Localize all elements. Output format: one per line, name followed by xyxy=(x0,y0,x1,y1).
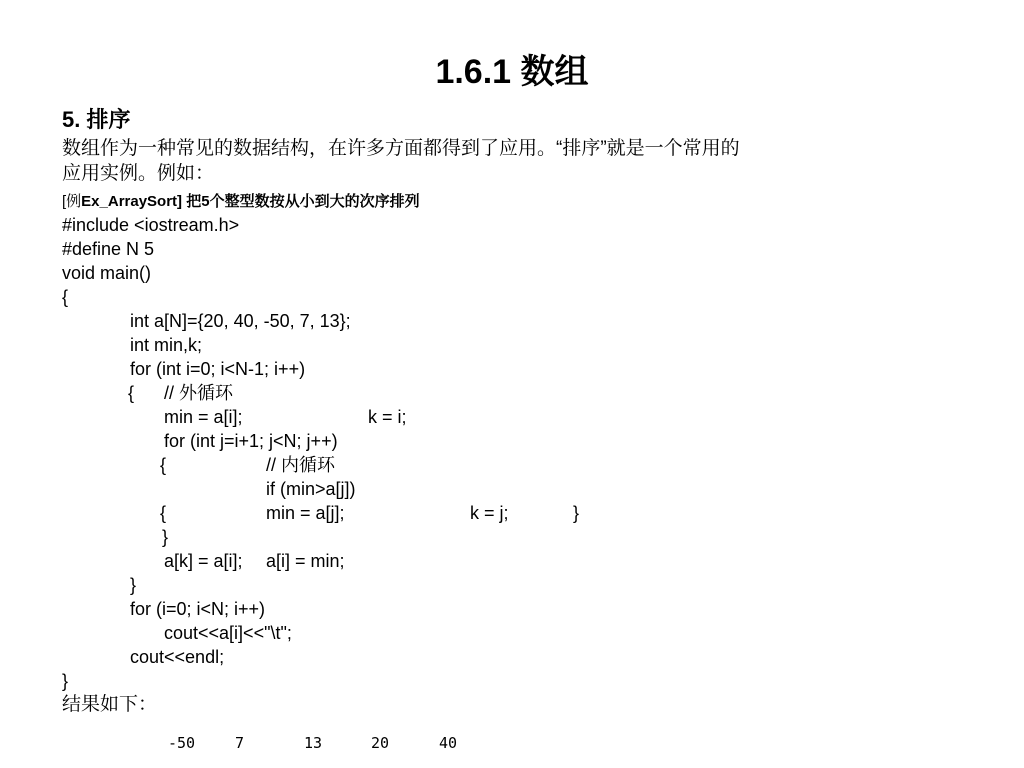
code-brace: { xyxy=(160,455,167,475)
code-line: a[i] = min; xyxy=(266,551,345,571)
output-value: 40 xyxy=(439,734,458,752)
intro-text-line-2: 应用实例。例如： xyxy=(62,163,215,184)
output-value: 7 xyxy=(235,734,245,752)
result-label: 结果如下： xyxy=(62,694,158,715)
code-line: #include <iostream.h> xyxy=(62,215,240,235)
code-brace: { xyxy=(128,383,135,403)
code-line: int a[N]={20, 40, -50, 7, 13}; xyxy=(130,311,351,331)
output-value: -50 xyxy=(168,734,196,752)
code-line: for (i=0; i<N; i++) xyxy=(130,599,266,619)
section-heading: 5. 排序 xyxy=(62,107,131,132)
example-description: 把5个整型数按从小到大的次序排列 xyxy=(182,193,420,210)
code-line: { xyxy=(62,287,69,307)
code-line: for (int i=0; i<N-1; i++) xyxy=(130,359,306,379)
output-value: 13 xyxy=(304,734,323,752)
example-caption xyxy=(62,190,420,214)
code-line: int min,k; xyxy=(130,335,203,355)
intro-text-line-1: 数组作为一种常见的数据结构，在许多方面都得到了应用。“排序”就是一个常用的 xyxy=(62,138,740,159)
code-comment: // 外循环 xyxy=(164,383,234,403)
code-brace: } xyxy=(573,503,580,523)
example-prefix: [例 xyxy=(62,193,82,210)
example-name: Ex_ArraySort] xyxy=(81,193,183,210)
code-line: min = a[i]; xyxy=(164,407,243,427)
output-value: 20 xyxy=(371,734,390,752)
code-brace: } xyxy=(62,671,69,691)
code-line: cout<<endl; xyxy=(130,647,225,667)
code-line: for (int j=i+1; j<N; j++) xyxy=(164,431,338,451)
code-line: k = i; xyxy=(368,407,407,427)
code-comment: // 内循环 xyxy=(266,455,336,475)
code-brace: { xyxy=(160,503,167,523)
code-line: void main() xyxy=(62,263,152,283)
code-line: cout<<a[i]<<"\t"; xyxy=(164,623,292,643)
code-brace: } xyxy=(130,575,137,595)
code-line: min = a[j]; xyxy=(266,503,345,523)
code-line: k = j; xyxy=(470,503,509,523)
code-line: a[k] = a[i]; xyxy=(164,551,243,571)
code-line: if (min>a[j]) xyxy=(266,479,356,499)
slide-title: 1.6.1 数组 xyxy=(435,53,589,91)
code-line: #define N 5 xyxy=(62,239,155,259)
code-brace: } xyxy=(162,527,169,547)
